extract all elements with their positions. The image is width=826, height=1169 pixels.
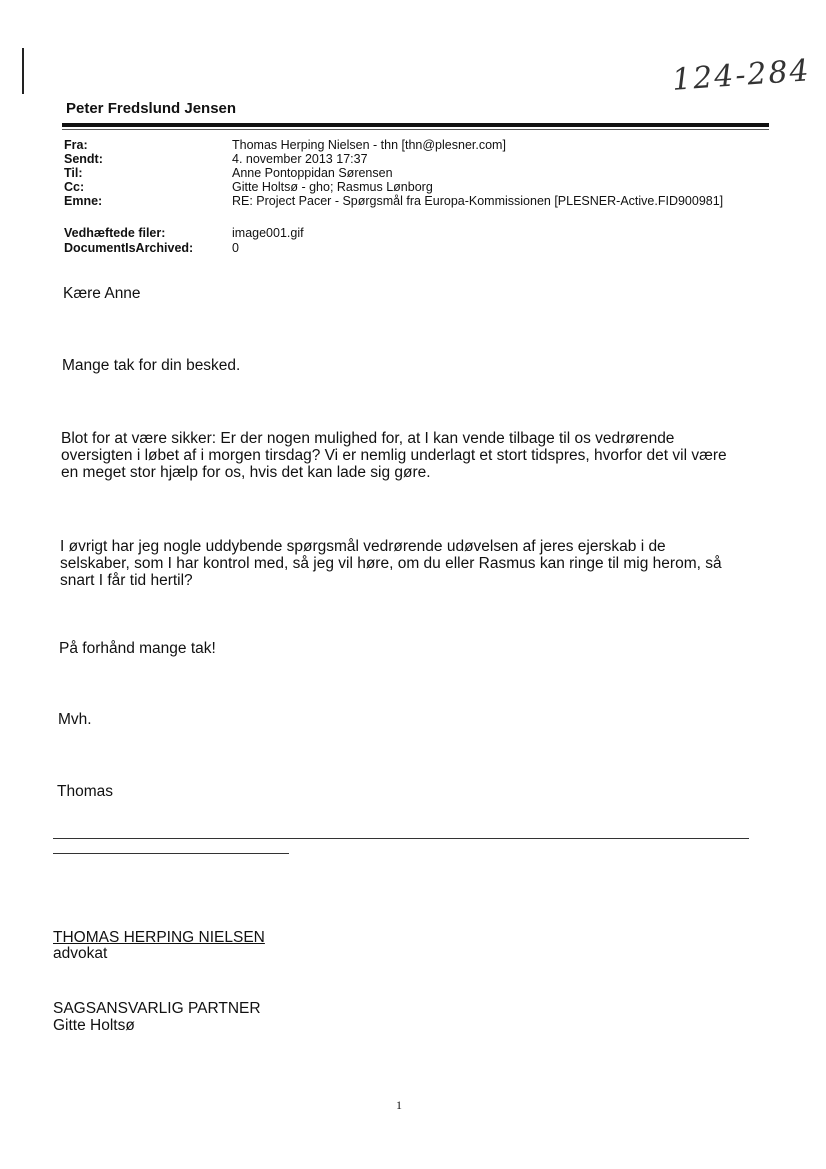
header-label: DocumentIsArchived: <box>64 241 194 255</box>
paragraph-3-line-1: I øvrigt har jeg nogle uddybende spørgsmål vedrørende udøvelsen af jeres ejerskab i de <box>60 538 666 555</box>
paragraph-2-line-1: Blot for at være sikker: Er der nogen mulighed for, at I kan vende tilbage til os vedrørende <box>61 430 675 447</box>
partner-name: Gitte Holtsø <box>53 1017 135 1034</box>
header-label: Fra: <box>64 138 88 152</box>
header-label: Emne: <box>64 194 103 208</box>
header-value: RE: Project Pacer - Spørgsmål fra Europa-Kommissionen [PLESNER-Active.FID900981] <box>232 194 724 208</box>
header-value: Thomas Herping Nielsen - thn [thn@plesner.com] <box>232 138 506 152</box>
page-number: 1 <box>396 1098 402 1112</box>
paragraph-3-line-2: selskaber, som I har kontrol med, så jeg vil høre, om du eller Rasmus kan ringe til mig herom, så <box>60 555 722 572</box>
sender-first-name: Thomas <box>57 783 113 800</box>
header-label: Vedhæftede filer: <box>64 226 166 240</box>
signature-title: advokat <box>53 945 108 962</box>
scan-edge-mark <box>22 48 24 94</box>
header-label: Cc: <box>64 180 85 194</box>
header-rule-thin <box>62 129 769 130</box>
mailbox-owner-name: Peter Fredslund Jensen <box>66 100 237 117</box>
paragraph-2-line-3: en meget stor hjælp for os, hvis det kan lade sig gøre. <box>61 464 431 481</box>
signature-name: THOMAS HERPING NIELSEN <box>53 929 265 946</box>
header-value: 4. november 2013 17:37 <box>232 152 368 166</box>
paragraph-2-line-2: oversigten i løbet af i morgen tirsdag? Vi er nemlig underlagt et stort tidspres, hvorfor det vil være <box>61 447 727 464</box>
attachment-link[interactable]: image001.gif <box>232 226 304 240</box>
signature-separator-short <box>53 853 289 854</box>
paragraph-4: På forhånd mange tak! <box>59 640 216 657</box>
header-label: Sendt: <box>64 152 103 166</box>
handwritten-annotation: 124-284 <box>670 53 812 98</box>
signature-separator <box>53 838 749 839</box>
header-value: Gitte Holtsø - gho; Rasmus Lønborg <box>232 180 433 194</box>
paragraph-1: Mange tak for din besked. <box>62 357 241 374</box>
paragraph-3-line-3: snart I får tid hertil? <box>60 572 193 589</box>
header-rule <box>62 123 769 127</box>
header-value: 0 <box>232 241 239 255</box>
greeting: Kære Anne <box>63 285 141 302</box>
header-label: Til: <box>64 166 83 180</box>
header-value: Anne Pontoppidan Sørensen <box>232 166 393 180</box>
partner-label: SAGSANSVARLIG PARTNER <box>53 1000 261 1017</box>
closing: Mvh. <box>58 711 92 728</box>
